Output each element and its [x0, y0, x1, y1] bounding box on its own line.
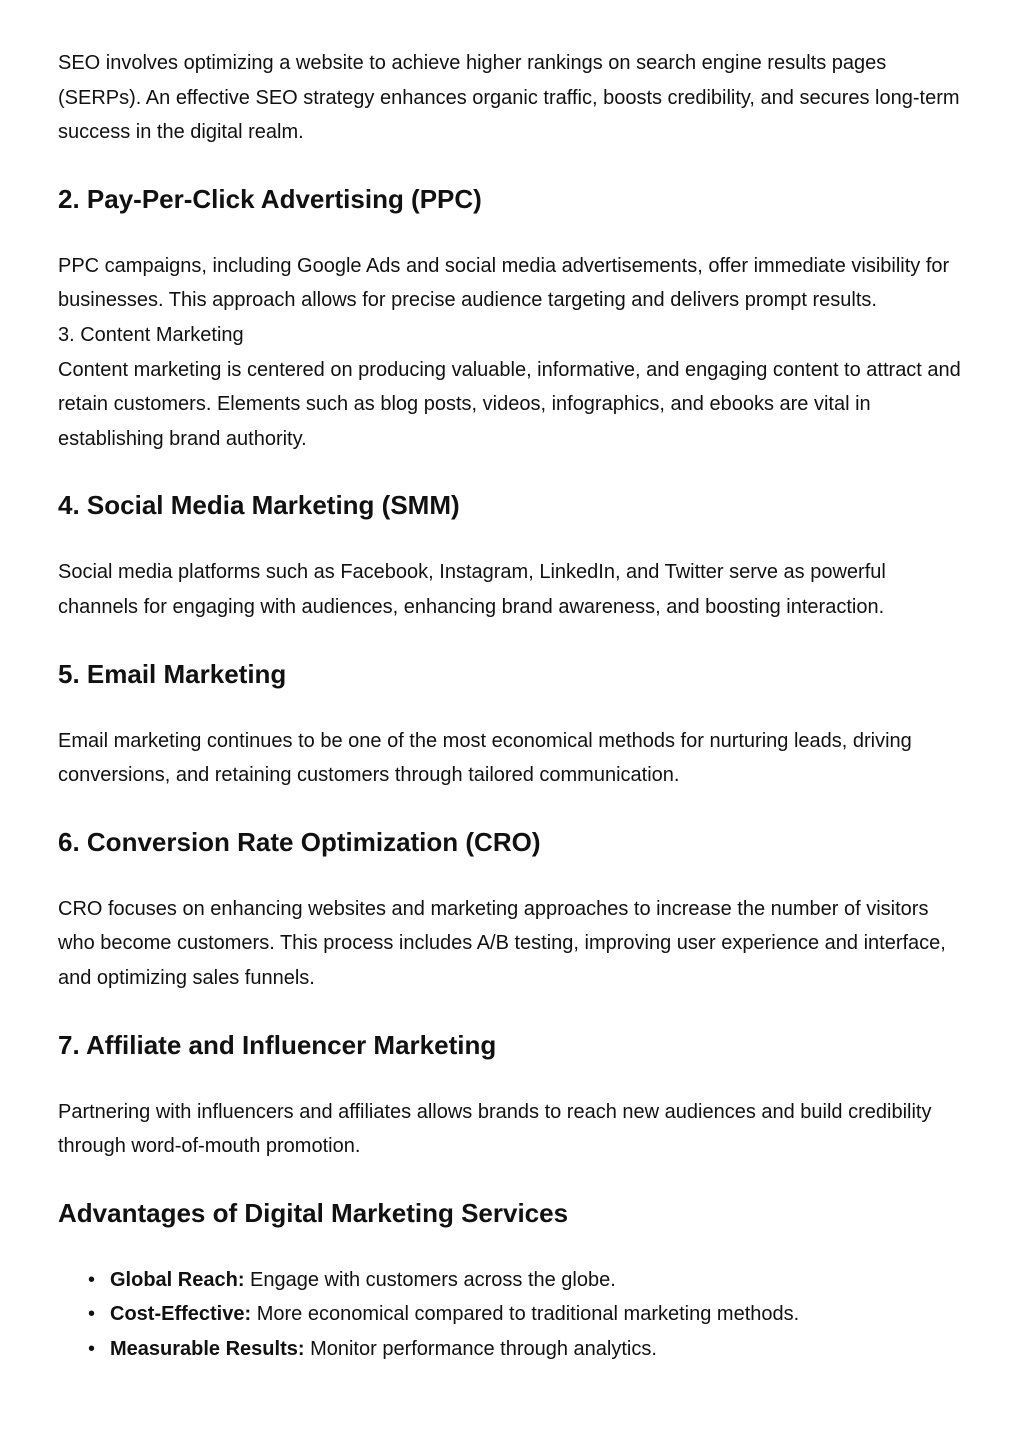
advantage-text: Engage with customers across the globe.: [250, 1268, 616, 1291]
advantage-label: Global Reach:: [110, 1268, 245, 1291]
advantage-item: [88, 1297, 966, 1332]
ppc-paragraph: PPC campaigns, including Google Ads and social media advertisements, offer immediate visibility for businesses. This approach allows for precise audience targeting and delivers prompt results.: [58, 254, 950, 312]
advantage-text: More economical compared to traditional marketing methods.: [256, 1303, 800, 1326]
cro-paragraph: CRO focuses on enhancing websites and marketing approaches to increase the number of visitors who become customers. This process includes A/B testing, improving user experience and interface, and optimizing sales funnels.: [58, 897, 946, 989]
cro-heading: 6. Conversion Rate Optimization (CRO): [58, 826, 541, 857]
bullet-icon: •: [88, 1337, 96, 1360]
ppc-heading: 2. Pay-Per-Click Advertising (PPC): [58, 183, 482, 214]
advantage-item: [88, 1332, 966, 1367]
content-marketing-paragraph: Content marketing is centered on producing valuable, informative, and engaging content to attract and retain customers. Elements such as blog posts, videos, infographics, and ebooks are vital in establishing brand authority.: [58, 358, 961, 450]
advantage-item: [88, 1263, 966, 1298]
smm-paragraph: Social media platforms such as Facebook, Instagram, LinkedIn, and Twitter serve as powerful channels for engaging with audiences, enhancing brand awareness, and boosting interaction.: [58, 561, 886, 618]
advantages-list: [58, 1263, 966, 1367]
advantages-heading: Advantages of Digital Marketing Services: [58, 1197, 569, 1228]
affiliate-paragraph: Partnering with influencers and affiliates allows brands to reach new audiences and build credibility through word-of-mouth promotion.: [58, 1100, 932, 1158]
advantage-label: Measurable Results:: [110, 1337, 305, 1360]
content-marketing-heading: 3. Content Marketing: [58, 323, 244, 346]
smm-heading: 4. Social Media Marketing (SMM): [58, 490, 460, 521]
affiliate-heading: 7. Affiliate and Influencer Marketing: [58, 1029, 497, 1060]
advantage-label: Cost-Effective:: [110, 1303, 252, 1326]
bullet-icon: •: [88, 1268, 96, 1291]
email-paragraph: Email marketing continues to be one of the most economical methods for nurturing leads, driving conversions, and retaining customers through tailored communication.: [58, 729, 912, 787]
advantage-text: Monitor performance through analytics.: [310, 1337, 657, 1360]
seo-paragraph: SEO involves optimizing a website to achieve higher rankings on search engine results pages (SERPs). An effective SEO strategy enhances organic traffic, boosts credibility, and secures long-term success in the digital realm.: [58, 52, 960, 144]
email-heading: 5. Email Marketing: [58, 658, 287, 689]
bullet-icon: •: [88, 1303, 96, 1326]
